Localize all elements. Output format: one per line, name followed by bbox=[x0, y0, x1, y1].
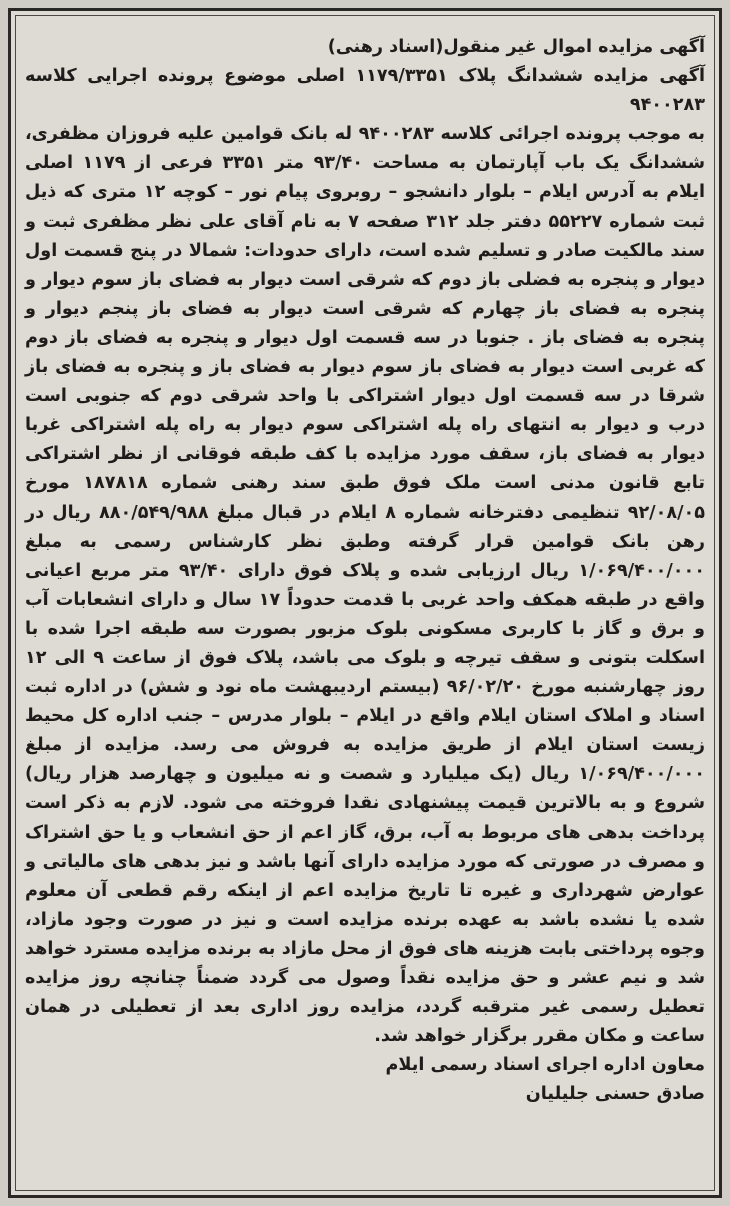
signature-title: معاون اداره اجرای اسناد رسمی ایلام bbox=[385, 1055, 705, 1076]
signature-name: صادق حسنی جلیلیان bbox=[525, 1084, 705, 1105]
notice-subtitle: آگهی مزایده ششدانگ پلاک ۱۱۷۹/۳۳۵۱ اصلی موضوع پرونده اجرایی کلاسه ۹۴۰۰۲۸۳ bbox=[25, 66, 705, 116]
newspaper-notice bbox=[8, 8, 722, 1198]
notice-body: به موجب پرونده اجرائی کلاسه ۹۴۰۰۲۸۳ له بانک قوامین علیه فروزان مظفری، ششدانگ یک باب آپارتمان به مساحت ۹۳/۴۰ متر ۳۳۵۱ فرعی از ۱۱۷۹ اصلی ایلام به آدرس ایلام – بلوار دانشجو – روبروی پیام نور – کوچه ۱۲ متری که ذیل ثبت شماره ۵۵۲۲۷ دفتر جلد ۳۱۲ صفحه ۷ به نام آقای علی نظر مظفری ثبت و سند مالکیت صادر و تسلیم شده است، دارای حدودات: شمالا در پنج قسمت اول دیوار و پنجره به فضلی باز دوم که شرقی است دیوار به فضای باز سوم دیوار و پنجره به فضای باز چهارم که شرقی است دیوار به فضای باز پنجم دیوار و پنجره به فضای باز . جنوبا در سه قسمت اول دیوار و پنجره به فضای باز دوم که غربی است دیوار به فضای باز سوم دیوار به فضای باز و پنجره به فضای باز شرقا در سه قسمت اول دیوار اشتراکی با واحد شرقی دوم که جنوبی است درب و دیوار به انتهای راه پله اشتراکی سوم دیوار به راه پله اشتراکی غربا دیوار به فضای باز، سقف مورد مزایده با کف طبقه فوقانی از نظر اشتراکی تابع قانون مدنی است ملک فوق طبق سند رهنی شماره ۱۸۷۸۱۸ مورخ ۹۲/۰۸/۰۵ تنظیمی دفترخانه شماره ۸ ایلام در قبال مبلغ ۸۸۰/۵۴۹/۹۸۸ ریال در رهن بانک قوامین قرار گرفته وطبق نظر کارشناس رسمی به مبلغ ۱/۰۶۹/۴۰۰/۰۰۰ ریال ارزیابی شده و پلاک فوق دارای ۹۳/۴۰ متر مربع اعیانی واقع در طبقه همکف واحد غربی با قدمت حدوداً ۱۷ سال و دارای انشعابات آب و برق و گاز با کاربری مسکونی بلوک مزبور بصورت سه طبقه اجرا شده با اسکلت بتونی و سقف تیرچه و بلوک می باشد، پلاک فوق از ساعت ۹ الی ۱۲ روز چهارشنبه مورخ ۹۶/۰۲/۲۰ (بیستم اردیبهشت ماه نود و شش) در اداره ثبت اسناد و املاک استان ایلام واقع در ایلام – بلوار مدرس – جنب اداره کل محیط زیست استان ایلام از طریق مزایده به فروش می رسد. مزایده از مبلغ ۱/۰۶۹/۴۰۰/۰۰۰ ریال (یک میلیارد و شصت و نه میلیون و چهارصد هزار ریال) شروع و به بالاترین قیمت پیشنهادی نقدا فروخته می شود. لازم به ذکر است پرداخت بدهی های مربوط به آب، برق، گاز اعم از حق انشعاب و یا حق اشتراک و مصرف در صورتی که مورد مزایده دارای آنها باشد و نیز بدهی های مالیاتی و عوارض شهرداری و غیره تا تاریخ مزایده اعم از اینکه رقم قطعی آن معلوم شده یا نشده باشد به عهده برنده مزایده است و نیز در صورت وجود مازاد، وجوه پرداختی بابت هزینه های فوق از محل مازاد به برنده مزایده مسترد خواهد شد و نیم عشر و حق مزایده نقداً وصول می گردد ضمناً چنانچه روز مزایده تعطیل رسمی غیر مترقبه گردد، مزایده روز اداری بعد از تعطیلی در همان ساعت و مکان مقرر برگزار خواهد شد. bbox=[25, 124, 706, 1047]
notice-title: آگهی مزایده اموال غیر منقول(اسناد رهنی) bbox=[327, 37, 705, 57]
notice-content bbox=[25, 33, 705, 1181]
